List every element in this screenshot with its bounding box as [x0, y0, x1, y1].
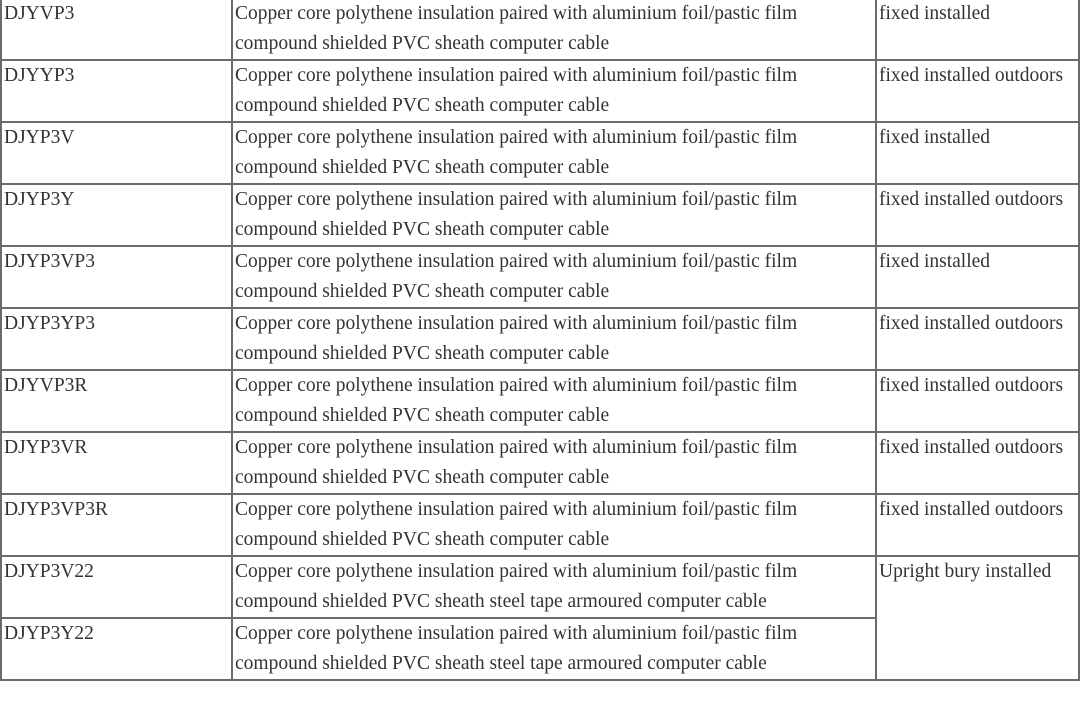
table-row [1, 308, 1079, 370]
description-line-2: compound shielded PVC sheath computer cable [235, 95, 610, 116]
description-cell [232, 494, 876, 556]
description-cell [232, 60, 876, 122]
table-row [1, 246, 1079, 308]
description-line-2: compound shielded PVC sheath computer cable [235, 219, 610, 240]
model-cell: DJYP3VR [1, 432, 232, 494]
description-line-2: compound shielded PVC sheath computer cable [235, 281, 610, 302]
description-cell [232, 618, 876, 680]
model-cell: DJYP3Y22 [1, 618, 232, 680]
table-row [1, 370, 1079, 432]
application-cell: fixed installed outdoors [876, 370, 1079, 432]
description-line-1: Copper core polythene insulation paired with aluminium foil/pastic film [235, 499, 798, 520]
table-row [1, 432, 1079, 494]
description-line-1: Copper core polythene insulation paired with aluminium foil/pastic film [235, 623, 798, 644]
model-cell: DJYP3Y [1, 184, 232, 246]
description-cell [232, 0, 876, 60]
description-cell [232, 246, 876, 308]
table-row [1, 122, 1079, 184]
description-cell [232, 122, 876, 184]
model-cell: DJYP3V22 [1, 556, 232, 618]
description-line-1: Copper core polythene insulation paired with aluminium foil/pastic film [235, 375, 798, 396]
description-line-2: compound shielded PVC sheath computer cable [235, 33, 610, 54]
application-cell: fixed installed outdoors [876, 494, 1079, 556]
description-line-2: compound shielded PVC sheath computer cable [235, 405, 610, 426]
description-cell [232, 556, 876, 618]
description-cell [232, 308, 876, 370]
description-line-2: compound shielded PVC sheath computer cable [235, 529, 610, 550]
model-cell: DJYP3YP3 [1, 308, 232, 370]
description-line-1: Copper core polythene insulation paired with aluminium foil/pastic film [235, 561, 798, 582]
description-line-1: Copper core polythene insulation paired with aluminium foil/pastic film [235, 189, 798, 210]
model-cell: DJYP3VP3R [1, 494, 232, 556]
description-line-1: Copper core polythene insulation paired with aluminium foil/pastic film [235, 127, 798, 148]
description-cell [232, 370, 876, 432]
description-line-1: Copper core polythene insulation paired with aluminium foil/pastic film [235, 313, 798, 334]
description-line-1: Copper core polythene insulation paired with aluminium foil/pastic film [235, 3, 798, 24]
application-cell: fixed installed outdoors [876, 60, 1079, 122]
description-line-1: Copper core polythene insulation paired with aluminium foil/pastic film [235, 65, 798, 86]
application-cell: Upright bury installed [876, 556, 1079, 680]
application-cell: fixed installed [876, 246, 1079, 308]
table-row [1, 60, 1079, 122]
table-row [1, 0, 1079, 60]
model-cell: DJYYP3 [1, 60, 232, 122]
description-line-2: compound shielded PVC sheath steel tape armoured computer cable [235, 653, 767, 674]
model-cell: DJYP3V [1, 122, 232, 184]
description-cell [232, 184, 876, 246]
table-row [1, 556, 1079, 618]
description-cell [232, 432, 876, 494]
application-cell: fixed installed [876, 0, 1079, 60]
description-line-2: compound shielded PVC sheath steel tape armoured computer cable [235, 591, 767, 612]
table-row [1, 494, 1079, 556]
table-row [1, 184, 1079, 246]
model-cell: DJYP3VP3 [1, 246, 232, 308]
description-line-2: compound shielded PVC sheath computer cable [235, 157, 610, 178]
application-cell: fixed installed outdoors [876, 308, 1079, 370]
model-cell: DJYVP3R [1, 370, 232, 432]
description-line-1: Copper core polythene insulation paired with aluminium foil/pastic film [235, 251, 798, 272]
model-cell: DJYVP3 [1, 0, 232, 60]
application-cell: fixed installed outdoors [876, 184, 1079, 246]
description-line-2: compound shielded PVC sheath computer cable [235, 467, 610, 488]
description-line-2: compound shielded PVC sheath computer cable [235, 343, 610, 364]
application-cell: fixed installed outdoors [876, 432, 1079, 494]
description-line-1: Copper core polythene insulation paired with aluminium foil/pastic film [235, 437, 798, 458]
application-cell: fixed installed [876, 122, 1079, 184]
